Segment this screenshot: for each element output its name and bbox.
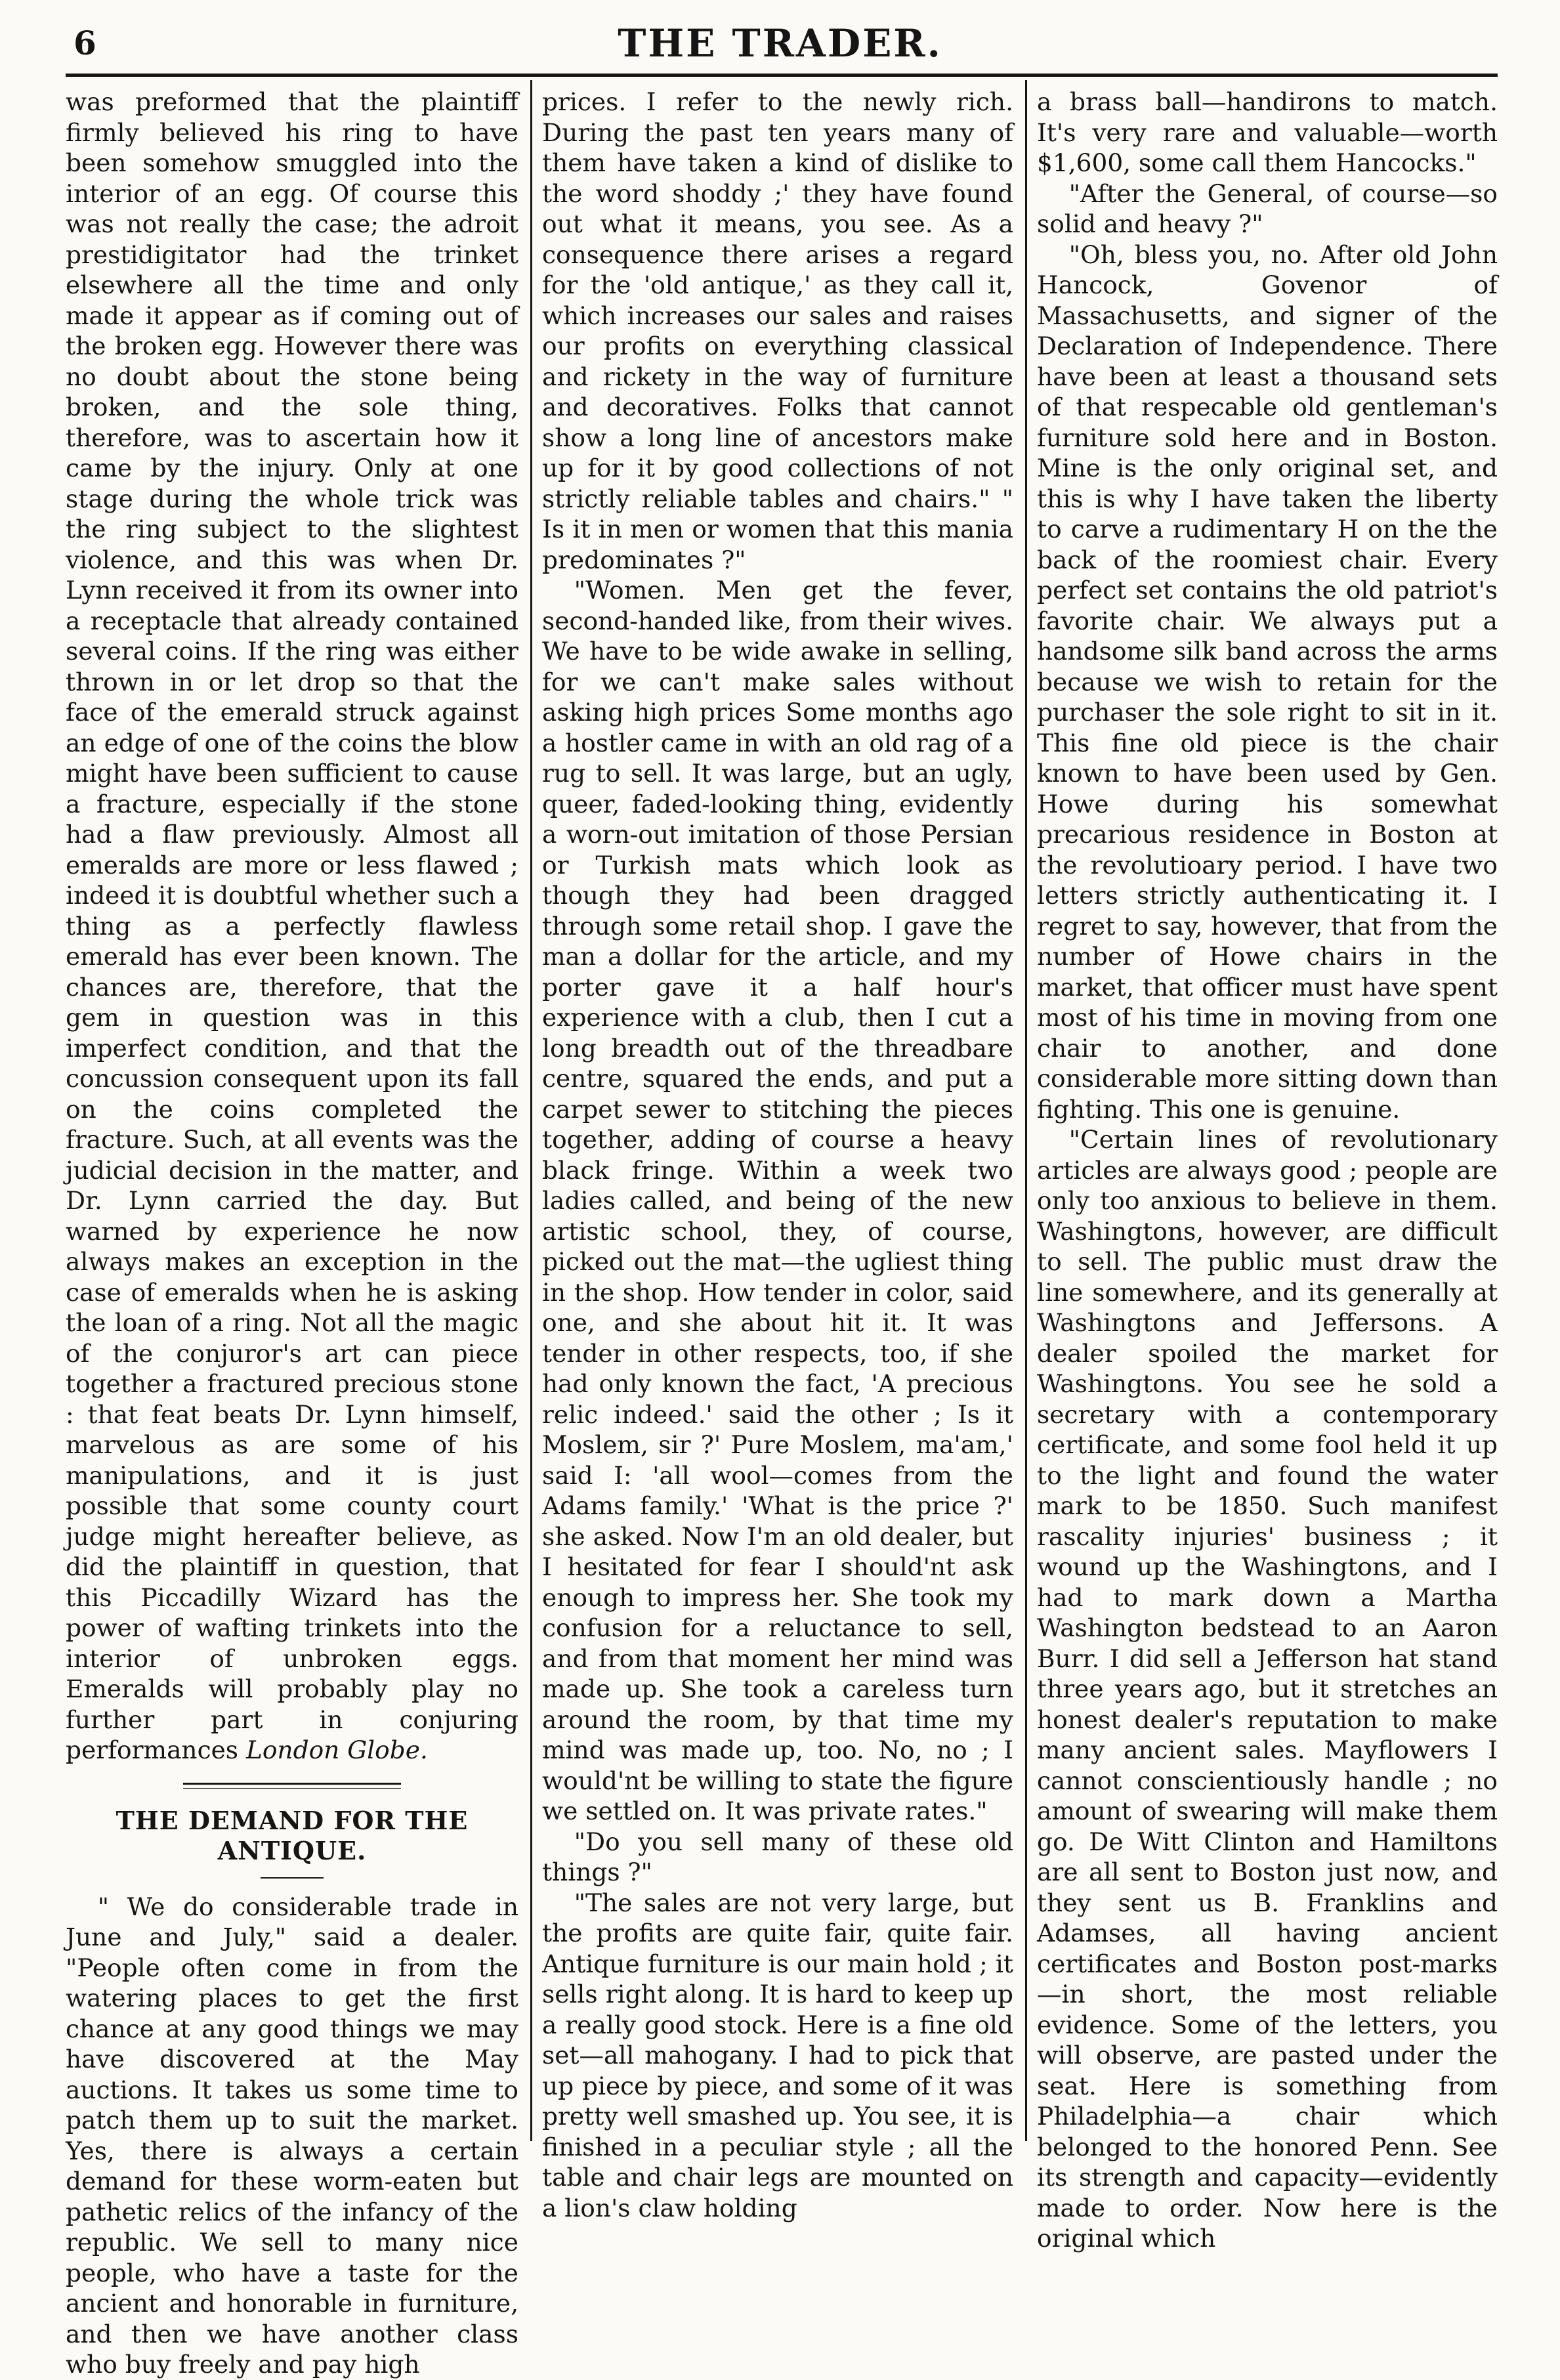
paragraph: "Certain lines of revolutionary articles are always good ; people are only too anxious to believe in them. Washingtons, however, are difficult to sell. The public must draw the line somewhere, and its generally at Washingtons and Jeffersons. A dealer spoiled the market for Washingtons. You see he sold a secretary with a contemporary certificate, and some fool held it up to the light and found the water mark to be 1850. Such manifest rascality injuries' business ; it wound up the Washingtons, and I had to mark down a Martha Washington bedstead to an Aaron Burr. I did sell a Jefferson hat stand three years ago, but it stretches an honest dealer's reputation to make many ancient sales. Mayflowers I cannot conscientiously handle ; no amount of swearing will make them go. De Witt Clinton and Hamiltons are all sent to Boston just now, and they sent us B. Franklins and Adamses, all having ancient certificates and Boston post-marks —in short, the most reliable evidence. Some of the letters, you will observe, are pasted under the seat. Here is something from Philadelphia—a chair which belonged to the honored Penn. See its strength and capacity—evidently made to order. Now here is the original which — [1037, 1125, 1498, 2253]
paragraph — [66, 87, 518, 1766]
column-1 — [66, 87, 518, 2379]
masthead-title: THE TRADER. — [618, 21, 942, 66]
paragraph: "Oh, bless you, no. After old John Hancock, Govenor of Massachusetts, and signer of the Declaration of Independence. There have been at least a thousand sets of that respecable old gentleman's furniture sold here and in Boston. Mine is the only original set, and this is why I have taken the liberty to carve a rudimentary H on the the back of the roomiest chair. Every perfect set contains the old patriot's favorite chair. We always put a handsome silk band across the arms because we wish to retain for the purchaser the sole right to sit in it. This fine old piece is the chair known to have been used by Gen. Howe during his somewhat precarious residence in Boston at the revolutioary period. I have two letters strictly authenticating it. I regret to say, however, that from the number of Howe chairs in the market, that officer must have spent most of his time in moving from one chair to another, and done considerable more sitting down than fighting. This one is genuine. — [1037, 240, 1498, 1124]
paragraph: a brass ball—handirons to match. It's very rare and valuable—worth $1,600, some call them Hancocks." — [1037, 87, 1498, 177]
top-rule — [66, 74, 1498, 77]
column-3 — [1037, 87, 1498, 2253]
paragraph: "Do you sell many of these old things ?" — [542, 1827, 1013, 1886]
paragraph-text: was preformed that the plaintiff firmly believed his ring to have been somehow smuggled into the interior of an egg. Of course this was not really the case; the adroit prestidigitator had the trinket elsewhere all the time and only made it appear as if coming out of the broken egg. However there was no doubt about the stone being broken, and the sole thing, therefore, was to ascertain how it came by the injury. Only at one stage during the whole trick was the ring subject to the slightest violence, and this was when Dr. Lynn received it from its owner into a receptacle that already contained several coins. If the ring was either thrown in or let drop so that the face of the emerald struck against an edge of one of the coins the blow might have been sufficient to cause a fracture, especially if the stone had a flaw previously. Almost all emeralds are more or less flawed ; indeed it is doubtful whether such a thing as a perfectly flawless emerald has ever been known. The chances are, therefore, that the gem in question was in this imperfect condition, and that the concussion consequent upon its fall on the coins completed the fracture. Such, at all events was the judicial decision in the matter, and Dr. Lynn carried the day. But warned by experience he now always makes an exception in the case of emeralds when he is asking the loan of a ring. Not all the magic of the conjuror's art can piece together a fractured precious stone : that feat beats Dr. Lynn himself, marvelous as are some of his manipulations, and it is just possible that some county court judge might hereafter believe, as did the plaintiff in question, that this Piccadilly Wizard has the power of wafting trinkets into the interior of unbroken eggs. Emeralds will probably play no further part in conjuring performances — [66, 87, 518, 1764]
paragraph: "Women. Men get the fever, second-handed like, from their wives. We have to be wide awake in selling, for we can't make sales without asking high prices Some months ago a hostler came in with an old rag of a rug to sell. It was large, but an ugly, queer, faded-looking thing, evidently a worn-out imitation of those Persian or Turkish mats which look as though they had been dragged through some retail shop. I gave the man a dollar for the article, and my porter gave it a half hour's experience with a club, then I cut a long breadth out of the threadbare centre, squared the ends, and put a carpet sewer to stitching the pieces together, adding of course a heavy black fringe. Within a week two ladies called, and being of the new artistic school, they, of course, picked out the mat—the ugliest thing in the shop. How tender in color, said one, and she about hit it. It was tender in other respects, too, if she had only known the fact, 'A precious relic indeed.' said the other ; Is it Moslem, sir ?' Pure Moslem, ma'am,' said I: 'all wool—comes from the Adams family.' 'What is the price ?' she asked. Now I'm an old dealer, but I hesitated for fear I should'nt ask enough to impress her. She took my confusion for a reluctance to sell, and from that moment her mind was made up. She took a careless turn around the room, by that time my mind was made up, too. No, no ; I would'nt be willing to state the figure we settled on. It was private rates." — [542, 576, 1013, 1825]
article-heading: THE DEMAND FOR THE ANTIQUE. — [116, 1805, 469, 1865]
paragraph: " We do considerable trade in June and July," said a dealer. "People often come in from the watering places to get the first chance at any good things we may have discovered at the May auctions. It takes us some time to patch them up to suit the market. Yes, there is always a certain demand for these worm-eaten but pathetic relics of the infancy of the republic. We sell to many nice people, who have a taste for the ancient and honorable in furniture, and then we have another class who buy freely and pay high — [66, 1892, 518, 2379]
paragraph: "The sales are not very large, but the profits are quite fair, quite fair. Antique furniture is our main hold ; it sells right along. It is hard to keep up a really good stock. Here is a fine old set—all mahogany. I had to pick that up piece by piece, and some of it was pretty well smashed up. You see, it is finished in a peculiar style ; all the table and chair legs are mounted on a lion's claw holding — [542, 1888, 1013, 2222]
heading-rule — [261, 1877, 324, 1879]
column-2 — [542, 87, 1013, 2222]
article-separator — [183, 1783, 400, 1789]
page-number: 6 — [74, 24, 96, 62]
column-divider-left — [530, 80, 532, 2141]
column-divider-right — [1025, 80, 1027, 2141]
paragraph: prices. I refer to the newly rich. During the past ten years many of them have taken a kind of dislike to the word shoddy ;' they have found out what it means, you see. As a consequence there arises a regard for the 'old antique,' as they call it, which increases our sales and raises our profits on everything classical and rickety in the way of furniture and decoratives. Folks that cannot show a long line of ancestors make up for it by good collections of not strictly reliable tables and chairs." " Is it in men or women that this mania predominates ?" — [542, 87, 1013, 574]
source-credit: London Globe. — [245, 1735, 428, 1764]
paragraph: "After the General, of course—so solid and heavy ?" — [1037, 179, 1498, 238]
